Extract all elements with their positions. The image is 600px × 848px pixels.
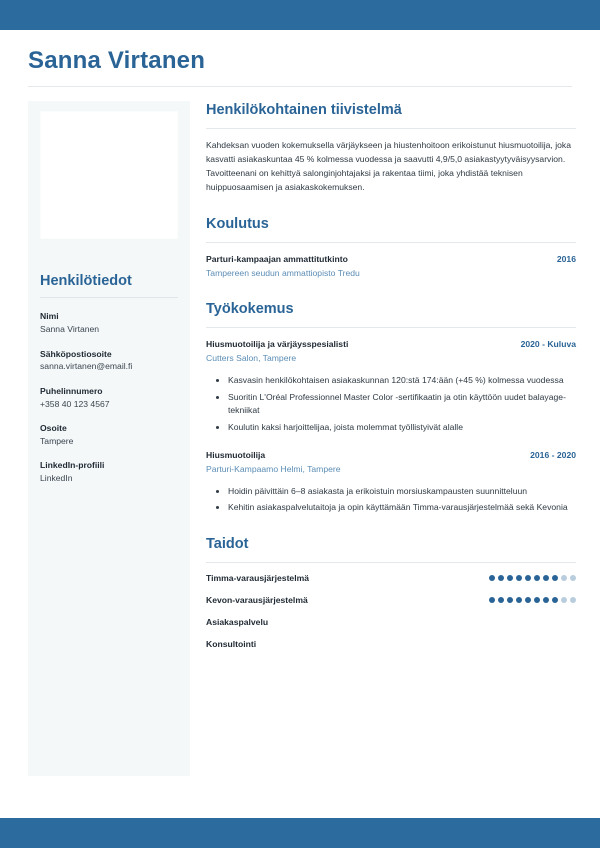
education-date: 2016 <box>556 253 576 264</box>
profile-photo-placeholder <box>40 111 178 239</box>
skill-dot-empty <box>570 597 576 603</box>
top-accent-bar <box>0 0 600 30</box>
entry-header <box>206 338 576 351</box>
contact-field <box>40 310 178 336</box>
skill-row <box>206 573 576 583</box>
skill-dot-filled <box>507 575 513 581</box>
experience-employer: Cutters Salon, Tampere <box>206 353 297 364</box>
section-divider <box>206 327 576 328</box>
experience-bullet: • Kehitin asiakaspalvelutaitoja ja opin käyttämään Timma-varausjärjestelmää sekä Kevonia <box>228 501 576 515</box>
skill-dot-filled <box>498 575 504 581</box>
contact-field <box>40 348 178 374</box>
education-school: Tampereen seudun ammattiopisto Tredu <box>206 267 360 278</box>
skill-row <box>206 595 576 605</box>
contact-field-label: Nimi <box>40 311 59 322</box>
experience-bullet: • Suoritin L'Oréal Professionnel Master Color -sertifikaatin ja otin käyttöön uudet balayage-tekniikat <box>228 391 576 419</box>
skill-name: Konsultointi <box>206 638 257 649</box>
skill-list <box>206 573 576 649</box>
section-divider <box>206 562 576 563</box>
entry-header <box>206 449 576 462</box>
skill-dot-filled <box>516 575 522 581</box>
two-column-layout <box>0 87 600 776</box>
contact-field-value: LinkedIn <box>40 473 73 484</box>
skill-name: Timma-varausjärjestelmä <box>206 572 310 583</box>
skill-dot-filled <box>516 597 522 603</box>
experience-bullet-list <box>206 374 576 435</box>
skill-dot-filled <box>534 597 540 603</box>
experience-date: 2020 - Kuluva <box>520 339 576 350</box>
skill-row <box>206 639 576 649</box>
section-experience <box>206 300 576 515</box>
section-summary <box>206 101 576 195</box>
contact-field-value: sanna.virtanen@email.fi <box>40 361 133 372</box>
experience-employer: Parturi-Kampaamo Helmi, Tampere <box>206 463 341 474</box>
experience-entry <box>206 449 576 515</box>
experience-entry-list <box>206 338 576 515</box>
experience-bullet: • Kasvasin henkilökohtaisen asiakaskunnan 120:stä 174:ään (+45 %) kolmessa vuodessa <box>228 374 576 388</box>
experience-entry <box>206 338 576 435</box>
section-title-experience: Työkokemus <box>206 301 294 318</box>
section-title-summary: Henkilökohtainen tiivistelmä <box>206 102 402 119</box>
experience-bullet: • Hoidin päivittäin 6–8 asiakasta ja erikoistuin morsiuskampausten suunnitteluun <box>228 485 576 499</box>
skill-row <box>206 617 576 627</box>
entry-header <box>206 253 576 266</box>
section-education <box>206 215 576 280</box>
section-title-skills: Taidot <box>206 536 249 553</box>
contact-field <box>40 422 178 448</box>
skill-dot-filled <box>525 597 531 603</box>
skill-dot-filled <box>534 575 540 581</box>
skill-dot-filled <box>543 597 549 603</box>
sidebar-heading-divider <box>40 297 178 298</box>
skill-dot-filled <box>507 597 513 603</box>
contact-field-label: Puhelinnumero <box>40 385 103 396</box>
education-entry <box>206 253 576 281</box>
contact-field-list <box>40 310 178 485</box>
skill-name: Asiakaspalvelu <box>206 616 269 627</box>
contact-field <box>40 385 178 411</box>
experience-role: Hiusmuotoilija <box>206 449 266 460</box>
skill-dot-filled <box>552 597 558 603</box>
skill-dot-empty <box>570 575 576 581</box>
experience-bullet-list <box>206 485 576 516</box>
page-title: Sanna Virtanen <box>28 47 206 74</box>
skill-dot-filled <box>489 597 495 603</box>
skill-level-dots <box>489 597 576 603</box>
resume-content <box>0 30 600 818</box>
contact-field-label: Sähköpostiosoite <box>40 348 112 359</box>
section-skills <box>206 535 576 649</box>
contact-field-label: Osoite <box>40 423 67 433</box>
contact-field <box>40 459 178 485</box>
section-divider <box>206 242 576 243</box>
skill-dot-filled <box>525 575 531 581</box>
skill-dot-empty <box>561 597 567 603</box>
section-title-education: Koulutus <box>206 215 269 232</box>
bottom-accent-bar <box>0 818 600 848</box>
contact-field-label: LinkedIn-profiili <box>40 460 105 471</box>
skill-level-dots <box>489 575 576 581</box>
sidebar-heading-personal-details: Henkilötiedot <box>40 273 132 290</box>
name-block <box>0 30 600 87</box>
contact-field-value: +358 40 123 4567 <box>40 398 110 409</box>
education-degree: Parturi-kampaajan ammattitutkinto <box>206 253 348 264</box>
summary-text: Kahdeksan vuoden kokemuksella värjäykseen ja hiustenhoitoon erikoistunut hiusmuotoilija, joka kasvatti asiakaskuntaa 45 % kolmessa vuodessa ja saavutti 4,9/5,0 asiakastyytyväisyysarvion. Tavoitteenani on kehittyä salonginjohtajaksi ja rakentaa tiimi, joka yhdistää teknisen huippuosaamisen ja asiakaskokemuksen. <box>206 140 571 192</box>
sidebar <box>28 101 190 776</box>
skill-dot-filled <box>498 597 504 603</box>
contact-field-value: Tampere <box>40 435 74 446</box>
skill-dot-filled <box>543 575 549 581</box>
contact-field-value: Sanna Virtanen <box>40 324 100 335</box>
experience-role: Hiusmuotoilija ja värjäysspesialisti <box>206 339 349 350</box>
main-column <box>206 101 576 668</box>
education-entry-list <box>206 253 576 281</box>
experience-bullet: • Koulutin kaksi harjoittelijaa, joista molemmat työllistyivät alalle <box>228 421 576 435</box>
skill-dot-filled <box>489 575 495 581</box>
section-divider <box>206 128 576 129</box>
skill-dot-filled <box>552 575 558 581</box>
experience-date: 2016 - 2020 <box>530 449 576 460</box>
skill-name: Kevon-varausjärjestelmä <box>206 594 308 605</box>
skill-dot-empty <box>561 575 567 581</box>
